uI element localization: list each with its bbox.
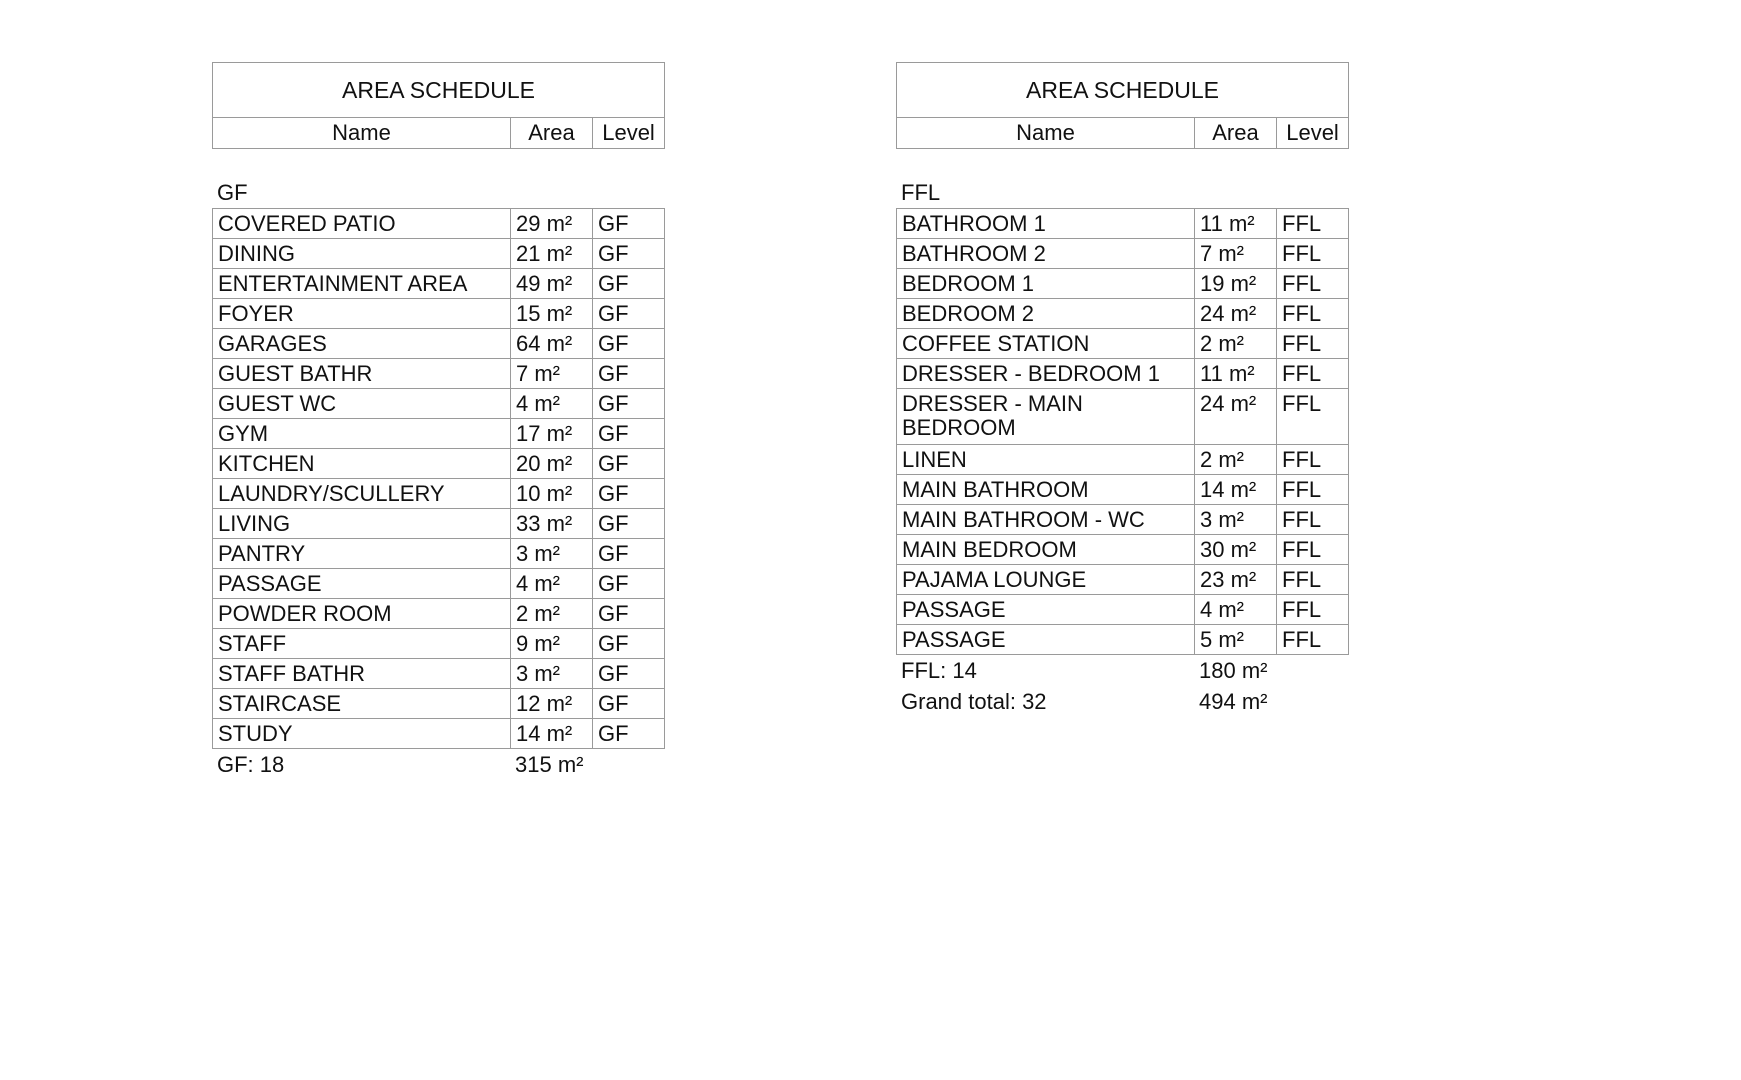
schedule-totals bbox=[896, 655, 1348, 717]
room-level: GF bbox=[593, 209, 665, 239]
room-level: FFL bbox=[1277, 625, 1349, 655]
table-row bbox=[213, 719, 665, 749]
room-level: FFL bbox=[1277, 389, 1349, 445]
table-row bbox=[897, 269, 1349, 299]
area-schedule-ffl bbox=[896, 62, 1348, 717]
room-level: FFL bbox=[1277, 299, 1349, 329]
table-row bbox=[897, 299, 1349, 329]
group-label: FFL bbox=[901, 180, 941, 205]
table-row bbox=[897, 209, 1349, 239]
room-name: BEDROOM 2 bbox=[897, 299, 1195, 329]
table-row bbox=[213, 299, 665, 329]
column-header-level: Level bbox=[1277, 118, 1349, 149]
room-name: MAIN BEDROOM bbox=[897, 535, 1195, 565]
room-level: GF bbox=[593, 329, 665, 359]
table-row bbox=[213, 419, 665, 449]
room-name: BATHROOM 2 bbox=[897, 239, 1195, 269]
room-name: MAIN BATHROOM - WC bbox=[897, 505, 1195, 535]
room-name: ENTERTAINMENT AREA bbox=[213, 269, 511, 299]
room-area: 64 m² bbox=[511, 329, 593, 359]
room-level: GF bbox=[593, 449, 665, 479]
total-row bbox=[896, 655, 1348, 686]
total-label: FFL: 14 bbox=[901, 658, 977, 683]
table-row bbox=[213, 539, 665, 569]
table-row bbox=[897, 445, 1349, 475]
room-area: 2 m² bbox=[1195, 445, 1277, 475]
room-level: FFL bbox=[1277, 329, 1349, 359]
room-level: FFL bbox=[1277, 239, 1349, 269]
room-level: FFL bbox=[1277, 505, 1349, 535]
room-level: GF bbox=[593, 359, 665, 389]
room-name: DRESSER - BEDROOM 1 bbox=[897, 359, 1195, 389]
table-row bbox=[213, 449, 665, 479]
table-row bbox=[213, 209, 665, 239]
room-name: PANTRY bbox=[213, 539, 511, 569]
table-row bbox=[213, 389, 665, 419]
table-row bbox=[213, 239, 665, 269]
room-area: 11 m² bbox=[1195, 209, 1277, 239]
table-row bbox=[213, 599, 665, 629]
room-area: 49 m² bbox=[511, 269, 593, 299]
total-row bbox=[896, 686, 1348, 717]
room-area: 3 m² bbox=[511, 539, 593, 569]
total-area: 315 m² bbox=[515, 752, 584, 777]
room-name: GYM bbox=[213, 419, 511, 449]
room-name: POWDER ROOM bbox=[213, 599, 511, 629]
room-level: GF bbox=[593, 269, 665, 299]
room-level: GF bbox=[593, 599, 665, 629]
table-row bbox=[897, 475, 1349, 505]
room-area: 5 m² bbox=[1195, 625, 1277, 655]
room-area: 11 m² bbox=[1195, 359, 1277, 389]
total-label: GF: 18 bbox=[217, 752, 285, 777]
total-row bbox=[212, 749, 664, 780]
room-level: GF bbox=[593, 569, 665, 599]
table-row bbox=[897, 389, 1349, 445]
room-name: GUEST BATHR bbox=[213, 359, 511, 389]
table-row bbox=[213, 329, 665, 359]
room-area: 23 m² bbox=[1195, 565, 1277, 595]
room-name: COVERED PATIO bbox=[213, 209, 511, 239]
total-area: 494 m² bbox=[1199, 689, 1268, 714]
schedule-header bbox=[212, 62, 665, 149]
room-level: FFL bbox=[1277, 209, 1349, 239]
room-area: 7 m² bbox=[1195, 239, 1277, 269]
room-name: STUDY bbox=[213, 719, 511, 749]
room-area: 10 m² bbox=[511, 479, 593, 509]
room-name: KITCHEN bbox=[213, 449, 511, 479]
table-row bbox=[897, 239, 1349, 269]
room-level: FFL bbox=[1277, 565, 1349, 595]
room-name: STAFF bbox=[213, 629, 511, 659]
room-area: 4 m² bbox=[511, 569, 593, 599]
room-area: 3 m² bbox=[511, 659, 593, 689]
room-level: GF bbox=[593, 419, 665, 449]
column-header-area: Area bbox=[511, 118, 593, 149]
column-header-name: Name bbox=[213, 118, 511, 149]
table-row bbox=[213, 509, 665, 539]
room-area: 2 m² bbox=[511, 599, 593, 629]
room-area: 30 m² bbox=[1195, 535, 1277, 565]
area-schedule-gf bbox=[212, 62, 664, 780]
room-area: 33 m² bbox=[511, 509, 593, 539]
table-row bbox=[213, 629, 665, 659]
room-name: LINEN bbox=[897, 445, 1195, 475]
room-area: 24 m² bbox=[1195, 299, 1277, 329]
room-area: 19 m² bbox=[1195, 269, 1277, 299]
room-name: PAJAMA LOUNGE bbox=[897, 565, 1195, 595]
schedule-body bbox=[212, 208, 665, 749]
room-area: 7 m² bbox=[511, 359, 593, 389]
table-row bbox=[213, 479, 665, 509]
room-area: 3 m² bbox=[1195, 505, 1277, 535]
room-area: 15 m² bbox=[511, 299, 593, 329]
column-header-area: Area bbox=[1195, 118, 1277, 149]
room-level: GF bbox=[593, 509, 665, 539]
room-area: 20 m² bbox=[511, 449, 593, 479]
schedule-header bbox=[896, 62, 1349, 149]
room-name: PASSAGE bbox=[897, 625, 1195, 655]
room-area: 17 m² bbox=[511, 419, 593, 449]
schedule-title: AREA SCHEDULE bbox=[213, 63, 665, 118]
room-name: COFFEE STATION bbox=[897, 329, 1195, 359]
room-level: GF bbox=[593, 539, 665, 569]
table-row bbox=[213, 359, 665, 389]
table-row bbox=[897, 565, 1349, 595]
room-name: DINING bbox=[213, 239, 511, 269]
room-area: 14 m² bbox=[511, 719, 593, 749]
table-row bbox=[897, 535, 1349, 565]
schedule-totals bbox=[212, 749, 664, 780]
room-name: LIVING bbox=[213, 509, 511, 539]
total-area: 180 m² bbox=[1199, 658, 1268, 683]
room-area: 14 m² bbox=[1195, 475, 1277, 505]
room-name: PASSAGE bbox=[213, 569, 511, 599]
room-area: 4 m² bbox=[1195, 595, 1277, 625]
table-row bbox=[213, 269, 665, 299]
room-level: FFL bbox=[1277, 445, 1349, 475]
group-label: GF bbox=[217, 180, 248, 205]
room-area: 21 m² bbox=[511, 239, 593, 269]
room-name: STAIRCASE bbox=[213, 689, 511, 719]
table-row bbox=[897, 359, 1349, 389]
room-level: GF bbox=[593, 719, 665, 749]
room-level: FFL bbox=[1277, 475, 1349, 505]
column-header-level: Level bbox=[593, 118, 665, 149]
room-level: GF bbox=[593, 299, 665, 329]
room-level: GF bbox=[593, 479, 665, 509]
table-row bbox=[213, 659, 665, 689]
schedule-body bbox=[896, 208, 1349, 655]
room-level: FFL bbox=[1277, 535, 1349, 565]
room-level: GF bbox=[593, 239, 665, 269]
room-level: FFL bbox=[1277, 269, 1349, 299]
room-name: FOYER bbox=[213, 299, 511, 329]
room-name: GARAGES bbox=[213, 329, 511, 359]
room-name: DRESSER - MAIN BEDROOM bbox=[897, 389, 1195, 445]
room-area: 4 m² bbox=[511, 389, 593, 419]
room-area: 2 m² bbox=[1195, 329, 1277, 359]
schedule-title: AREA SCHEDULE bbox=[897, 63, 1349, 118]
table-row bbox=[897, 595, 1349, 625]
room-level: GF bbox=[593, 689, 665, 719]
table-row bbox=[897, 625, 1349, 655]
room-area: 9 m² bbox=[511, 629, 593, 659]
room-area: 24 m² bbox=[1195, 389, 1277, 445]
room-name: MAIN BATHROOM bbox=[897, 475, 1195, 505]
room-name: STAFF BATHR bbox=[213, 659, 511, 689]
room-name: LAUNDRY/SCULLERY bbox=[213, 479, 511, 509]
room-level: GF bbox=[593, 389, 665, 419]
table-row bbox=[897, 505, 1349, 535]
table-row bbox=[897, 329, 1349, 359]
room-name: BATHROOM 1 bbox=[897, 209, 1195, 239]
room-area: 12 m² bbox=[511, 689, 593, 719]
room-name: PASSAGE bbox=[897, 595, 1195, 625]
room-level: GF bbox=[593, 659, 665, 689]
room-level: FFL bbox=[1277, 595, 1349, 625]
room-level: GF bbox=[593, 629, 665, 659]
table-row bbox=[213, 569, 665, 599]
table-row bbox=[213, 689, 665, 719]
column-header-name: Name bbox=[897, 118, 1195, 149]
room-name: BEDROOM 1 bbox=[897, 269, 1195, 299]
room-name: GUEST WC bbox=[213, 389, 511, 419]
room-level: FFL bbox=[1277, 359, 1349, 389]
room-area: 29 m² bbox=[511, 209, 593, 239]
total-label: Grand total: 32 bbox=[901, 689, 1047, 714]
